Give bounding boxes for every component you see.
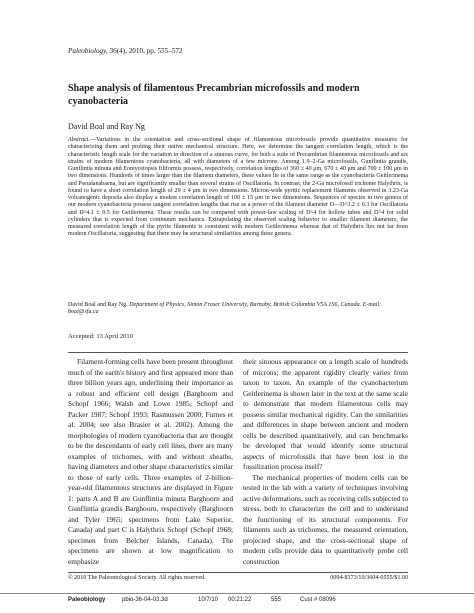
journal-volume-pages: 36(4), 2010, pp. 555–572 <box>109 47 183 55</box>
abstract-text: —Variations in the orientation and cross-sectional shape of filamentous microfossils provide quantitative measures for characterizing them and probing their native mechanical structure. Here, we determine the tangent correlation length, which is the characteristic length scale for the variation in direction of a sinuous curve, for both a suite of Precambrian filamentous microfossils and six strains of modern filamentous cyanobacteria, all with diameters of a few microns. Among 1.9–2-Ga microfossils, Gunflintia grandis, Gunflintia minuta and Eomycetopsis filiformis possess, respectively, correlation lengths of 360 ± 40 μm, 670 ± 40 μm and 700 ± 100 μm in two dimensions. Hundreds of times larger than the filament diameters, these values lie in the same range as the cyanobacteria Geitlerinema and Pseudanabaena, but are significantly smaller than several strains of Oscillatoria. In contrast, the 2-Ga microfossil trichome Halythrix, is found to have a short correlation length of 29 ± 4 μm in two dimensions. Micron-wide pyritic replacement filaments observed in 3.23-Ga volcanogenic deposits also display a modest correlation length of 100 ± 15 μm in two dimensions. Sequences of species in two genera of our modern cyanobacteria possess tangent correlation lengths that rise as a power of the filament diameter D—D^3.2 ± 0.3 for Oscillatoria and D^4.1 ± 0.5 for Geitlerinema. These results can be compared with power-law scaling of D^4 for hollow tubes and D^4 for solid cylinders that is expected from continuum mechanics. Extrapolating the observed scaling behavior to smaller filament diameters, the measured correlation length of the pyrite filaments is consistent with modern Geitlerinema whereas that of Halythrix lies not far from modern Oscillatoria, suggesting that there may be structural similarities among these genera. <box>68 137 408 238</box>
footer-date: 10/7/10 <box>198 597 219 603</box>
footnote-rule <box>68 572 408 573</box>
footer-cust: Cust # 08096 <box>300 597 336 603</box>
divider-rule <box>68 352 408 353</box>
affiliation <box>68 302 408 317</box>
accepted-date: Accepted: 13 April 2010 <box>68 333 134 340</box>
journal-name: Paleobiology, <box>68 47 108 55</box>
affiliation-text: Department of Physics, Simon Fraser University, Burnaby, British Columbia V5A 1S6, Canada. E-mail: boal@sfu.ca <box>68 302 382 316</box>
body-paragraph: The mechanical properties of modern cells can be tested in the lab with a variety of techniques involving active deformations, such as receiving cells subjected to stress, both to characterize the cell and to understand the functioning of its structural components. For filaments such as trichomes, the measured orientation, projected shape, and the cross-sectional shape of modern cells provide data to quantitatively probe cell construction <box>243 472 408 566</box>
journal-citation <box>68 47 183 55</box>
copyright-notice: © 2010 The Paleontological Society. All rights reserved. <box>68 575 206 581</box>
article-title: Shape analysis of filamentous Precambrian microfossils and modern cyanobacteria <box>68 83 360 107</box>
article-code: 0094-8373/10/3604-0555/$1.00 <box>330 575 408 581</box>
abstract <box>68 137 408 239</box>
footer-journal: Paleobiology <box>68 597 106 603</box>
body-column-left <box>68 357 233 567</box>
authors: David Boal and Ray Ng <box>68 122 145 131</box>
body-paragraph: their sinuous appearance on a length scale of hundreds of microns; the apparent rigidity clearly varies from taxon to taxon. An example of the cyanobacterium Geitlerinema is shown later in the text at the same scale to demonstrate that modern filamentous cells may possess similar mechanical rigidity. Can the similarities and differences in shape between ancient and modern cells be described quantitatively, and can benchmarks be developed that would identify some structural aspects of microfossils that have been lost in the fossilization process itself? <box>243 357 408 471</box>
abstract-label: Abstract. <box>68 137 91 143</box>
affiliation-names: David Boal and Ray Ng. <box>68 302 128 308</box>
body-paragraph: Filament-forming cells have been present throughout much of the earth's history and first appeared more than three billion years ago, underlining their importance as a robust and efficient cell design (Barghoorn and Schopf 1966; Walsh and Lowe 1985; Schopf and Packer 1987; Schopf 1993; Rasmussen 2000; Furnes et al. 2004; see also Brasier et al. 2002). Among the morphologies of modern cyanobacteria that are thought to be the descendants of early cell lines, there are many examples of trichomes, with and without sheaths, having diameters and other shape characteristics similar to those of early cells. Three examples of 2-billion-year-old filamentous structures are displayed in Figure 1: parts A and B are Gunflintia minuta Barghoorn and Gunflintia grandis Barghoorn, respectively (Barghoorn and Tyler 1965; specimens from Lake Superior, Canada) and part C is Halythrix Schopf (Schopf 1968; specimen from Belcher Islands, Canada). The specimens are shown at low magnification to emphasize <box>68 357 234 566</box>
footer-time: 00:21:22 <box>228 597 252 603</box>
production-footer <box>0 593 474 608</box>
footer-file: pbio-36-04-03.3d <box>122 597 168 603</box>
footer-page: 555 <box>271 597 282 603</box>
body-column-right <box>243 357 408 567</box>
